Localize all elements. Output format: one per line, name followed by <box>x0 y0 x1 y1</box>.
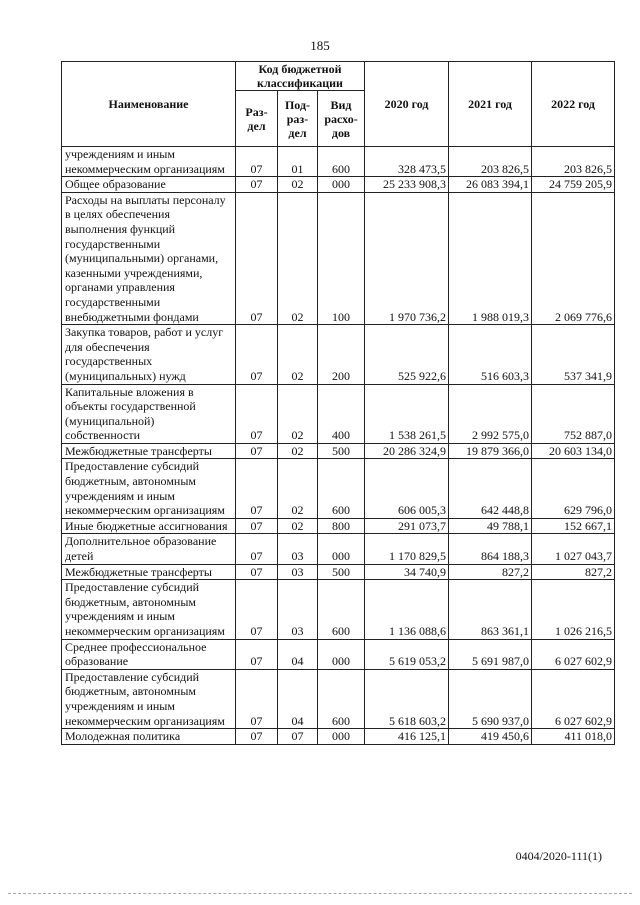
row-value-2022: 6 027 602,9 <box>532 639 615 669</box>
row-value-2021: 5 690 937,0 <box>449 669 532 728</box>
row-subsection: 04 <box>278 639 318 669</box>
row-value-2020: 1 970 736,2 <box>365 192 449 324</box>
row-name: Межбюджетные трансферты <box>62 443 236 459</box>
row-expense-type: 400 <box>318 384 365 443</box>
row-expense-type: 100 <box>318 192 365 324</box>
row-value-2020: 5 619 053,2 <box>365 639 449 669</box>
col-header-2021: 2021 год <box>449 62 532 147</box>
document-code: 0404/2020-111(1) <box>515 849 602 863</box>
row-name: Закупка товаров, работ и услуг для обеспечения государственных (муниципальных) нужд <box>62 325 236 384</box>
row-value-2021: 26 083 394,1 <box>449 177 532 193</box>
row-value-2022: 152 667,1 <box>532 518 615 534</box>
row-expense-type: 600 <box>318 147 365 177</box>
row-expense-type: 600 <box>318 580 365 639</box>
table-row <box>62 518 615 534</box>
table-row <box>62 192 615 324</box>
row-name: Общее образование <box>62 177 236 193</box>
row-value-2021: 864 188,3 <box>449 534 532 564</box>
table-row <box>62 325 615 384</box>
row-section: 07 <box>236 564 278 580</box>
row-name: учреждениям и иным некоммерческим организациям <box>62 147 236 177</box>
table-row <box>62 147 615 177</box>
row-value-2022: 24 759 205,9 <box>532 177 615 193</box>
row-value-2021: 203 826,5 <box>449 147 532 177</box>
row-subsection: 02 <box>278 384 318 443</box>
row-section: 07 <box>236 729 278 745</box>
row-name: Предоставление субсидий бюджетным, автономным учреждениям и иным некоммерческим организациям <box>62 459 236 518</box>
row-subsection: 03 <box>278 580 318 639</box>
row-section: 07 <box>236 384 278 443</box>
row-expense-type: 500 <box>318 564 365 580</box>
table-body <box>62 147 615 745</box>
row-section: 07 <box>236 580 278 639</box>
table-row <box>62 177 615 193</box>
row-value-2021: 827,2 <box>449 564 532 580</box>
row-section: 07 <box>236 325 278 384</box>
row-expense-type: 000 <box>318 639 365 669</box>
col-header-2022: 2022 год <box>532 62 615 147</box>
row-value-2020: 525 922,6 <box>365 325 449 384</box>
row-value-2021: 19 879 366,0 <box>449 443 532 459</box>
col-header-expense-type: Вид расхо- дов <box>318 91 365 147</box>
row-section: 07 <box>236 518 278 534</box>
row-value-2020: 34 740,9 <box>365 564 449 580</box>
row-value-2022: 537 341,9 <box>532 325 615 384</box>
table-row <box>62 564 615 580</box>
col-header-section: Раз- дел <box>236 91 278 147</box>
row-name: Капитальные вложения в объекты государственной (муниципальной) собственности <box>62 384 236 443</box>
row-subsection: 03 <box>278 564 318 580</box>
row-value-2022: 6 027 602,9 <box>532 669 615 728</box>
row-value-2022: 1 026 216,5 <box>532 580 615 639</box>
row-name: Дополнительное образование детей <box>62 534 236 564</box>
row-subsection: 02 <box>278 518 318 534</box>
col-header-name: Наименование <box>62 62 236 147</box>
row-expense-type: 800 <box>318 518 365 534</box>
row-name: Предоставление субсидий бюджетным, автономным учреждениям и иным некоммерческим организациям <box>62 669 236 728</box>
row-value-2021: 1 988 019,3 <box>449 192 532 324</box>
row-value-2020: 291 073,7 <box>365 518 449 534</box>
row-subsection: 02 <box>278 459 318 518</box>
row-value-2021: 5 691 987,0 <box>449 639 532 669</box>
table-row <box>62 729 615 745</box>
table-row <box>62 669 615 728</box>
row-subsection: 04 <box>278 669 318 728</box>
row-expense-type: 600 <box>318 669 365 728</box>
table-row <box>62 639 615 669</box>
row-subsection: 02 <box>278 443 318 459</box>
row-section: 07 <box>236 443 278 459</box>
table-row <box>62 459 615 518</box>
table-row <box>62 534 615 564</box>
row-subsection: 07 <box>278 729 318 745</box>
row-expense-type: 000 <box>318 534 365 564</box>
row-subsection: 01 <box>278 147 318 177</box>
row-expense-type: 000 <box>318 729 365 745</box>
row-value-2022: 411 018,0 <box>532 729 615 745</box>
table-row <box>62 580 615 639</box>
row-name: Молодежная политика <box>62 729 236 745</box>
row-section: 07 <box>236 177 278 193</box>
row-name: Предоставление субсидий бюджетным, автономным учреждениям и иным некоммерческим организациям <box>62 580 236 639</box>
row-expense-type: 200 <box>318 325 365 384</box>
row-name: Межбюджетные трансферты <box>62 564 236 580</box>
row-value-2022: 203 826,5 <box>532 147 615 177</box>
page-number: 185 <box>310 38 330 53</box>
row-value-2020: 25 233 908,3 <box>365 177 449 193</box>
row-value-2022: 1 027 043,7 <box>532 534 615 564</box>
row-value-2020: 5 618 603,2 <box>365 669 449 728</box>
row-name: Иные бюджетные ассигнования <box>62 518 236 534</box>
table-row <box>62 384 615 443</box>
row-value-2021: 516 603,3 <box>449 325 532 384</box>
row-value-2020: 416 125,1 <box>365 729 449 745</box>
row-name: Расходы на выплаты персоналу в целях обеспечения выполнения функций государственными (муниципальными) органами, казенными учреждениями, органами управления государственными внебюджетными фондами <box>62 192 236 324</box>
row-value-2022: 2 069 776,6 <box>532 192 615 324</box>
row-value-2020: 606 005,3 <box>365 459 449 518</box>
row-value-2022: 827,2 <box>532 564 615 580</box>
table-row <box>62 443 615 459</box>
row-subsection: 03 <box>278 534 318 564</box>
row-value-2020: 1 136 088,6 <box>365 580 449 639</box>
footer-divider <box>8 893 632 894</box>
row-section: 07 <box>236 147 278 177</box>
row-subsection: 02 <box>278 325 318 384</box>
row-value-2021: 49 788,1 <box>449 518 532 534</box>
row-section: 07 <box>236 669 278 728</box>
row-value-2021: 642 448,8 <box>449 459 532 518</box>
row-expense-type: 000 <box>318 177 365 193</box>
row-expense-type: 500 <box>318 443 365 459</box>
budget-table <box>61 61 615 745</box>
row-value-2021: 863 361,1 <box>449 580 532 639</box>
row-value-2020: 1 538 261,5 <box>365 384 449 443</box>
col-header-2020: 2020 год <box>365 62 449 147</box>
row-value-2022: 752 887,0 <box>532 384 615 443</box>
col-header-code-group: Код бюджетной классификации <box>236 62 365 91</box>
row-value-2020: 20 286 324,9 <box>365 443 449 459</box>
row-value-2021: 419 450,6 <box>449 729 532 745</box>
row-value-2022: 20 603 134,0 <box>532 443 615 459</box>
row-expense-type: 600 <box>318 459 365 518</box>
row-section: 07 <box>236 534 278 564</box>
row-subsection: 02 <box>278 192 318 324</box>
row-section: 07 <box>236 459 278 518</box>
row-section: 07 <box>236 192 278 324</box>
row-value-2020: 1 170 829,5 <box>365 534 449 564</box>
row-value-2022: 629 796,0 <box>532 459 615 518</box>
row-value-2021: 2 992 575,0 <box>449 384 532 443</box>
row-subsection: 02 <box>278 177 318 193</box>
row-value-2020: 328 473,5 <box>365 147 449 177</box>
col-header-subsection: Под- раз- дел <box>278 91 318 147</box>
row-section: 07 <box>236 639 278 669</box>
row-name: Среднее профессиональное образование <box>62 639 236 669</box>
